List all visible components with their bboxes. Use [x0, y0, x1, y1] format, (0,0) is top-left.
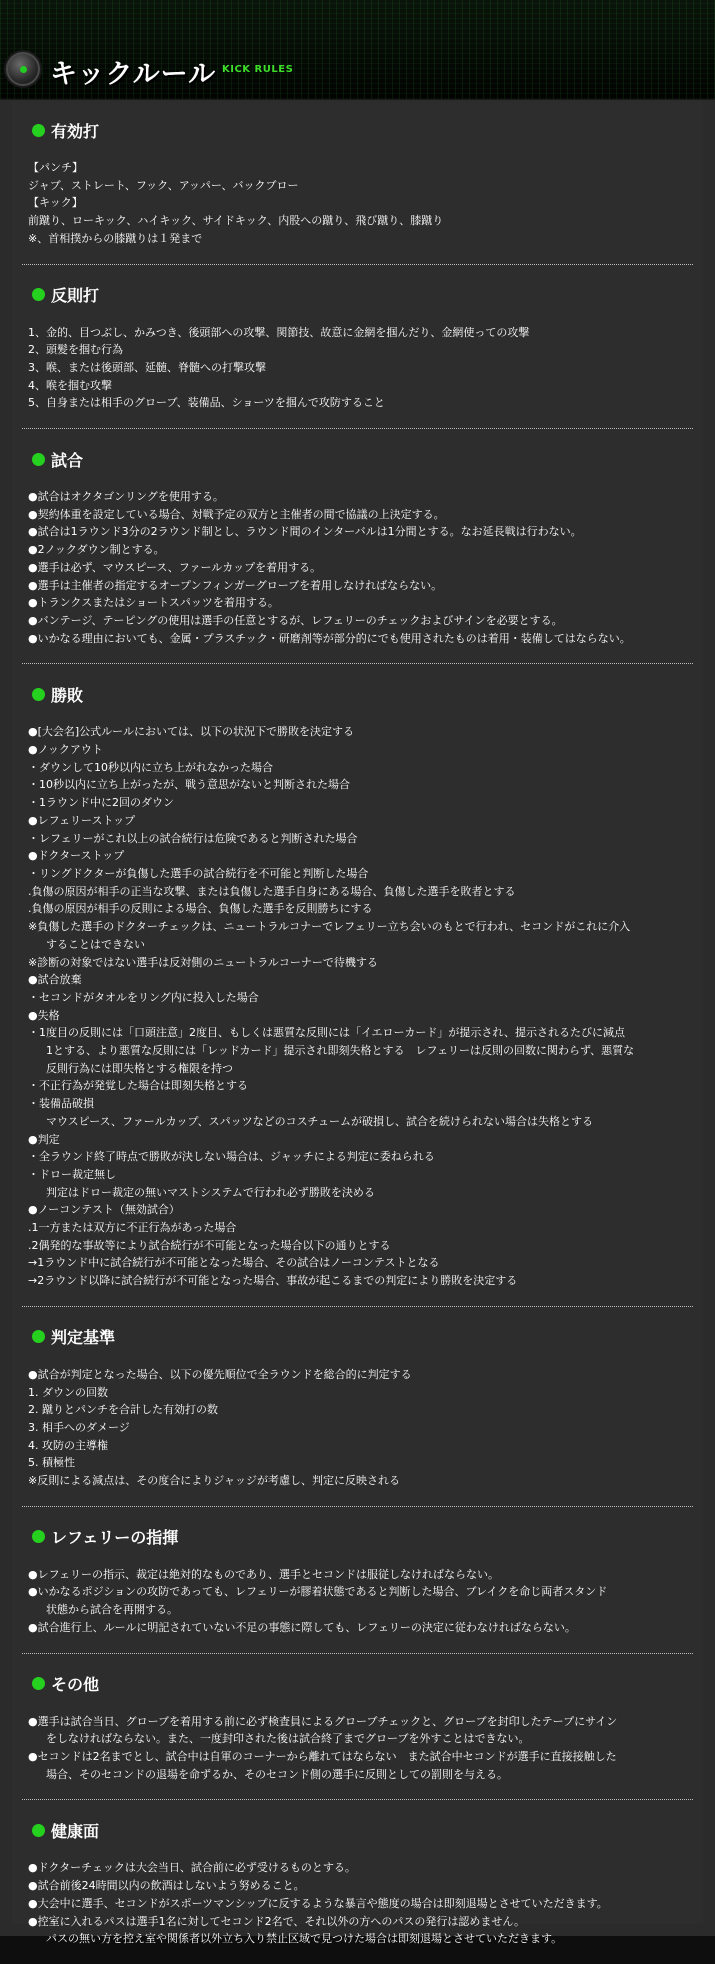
rule-line: 判定はドロー裁定の無いマストシステムで行われ必ず勝敗を決める	[46, 1185, 375, 1199]
bullet-circle-icon	[32, 1824, 45, 1837]
bullet-circle-icon	[32, 1530, 45, 1543]
emblem-icon	[6, 52, 40, 86]
rule-line: 3、喉、または後頭部、延髄、脊髄への打撃攻撃	[28, 360, 266, 374]
rule-section	[22, 1673, 693, 1801]
rule-line: ●試合前後24時間以内の飲酒はしないよう努めること。	[28, 1879, 305, 1893]
rule-line: ●契約体重を設定している場合、対戦予定の双方と主催者の間で協議の上決定する。	[28, 507, 445, 521]
rule-line: ・1ラウンド中に2回のダウン	[28, 796, 174, 810]
section-title: 有効打	[51, 121, 100, 141]
rule-line: 前蹴り、ローキック、ハイキック、サイドキック、内股への蹴り、飛び蹴り、膝蹴り	[28, 214, 444, 228]
rule-line: ・ダウンして10秒以内に立ち上がれなかった場合	[28, 760, 273, 774]
rule-line: .2偶発的な事故等により試合続行が不可能となった場合以下の通りとする	[28, 1238, 391, 1252]
rule-line: 状態から試合を再開する。	[46, 1603, 178, 1617]
rule-line: ●試合はオクタゴンリングを使用する。	[28, 490, 224, 504]
header-banner	[0, 0, 715, 100]
section-heading	[22, 683, 693, 705]
rule-section	[22, 284, 693, 430]
rule-line: をしなければならない。また、一度封印された後は試合終了までグローブを外すことはできない。	[46, 1732, 530, 1746]
rule-line: 【キック】	[28, 196, 83, 210]
rule-line: 4. 攻防の主導権	[28, 1438, 108, 1452]
rule-line: 2、頭髪を掴む行為	[28, 343, 123, 357]
rule-line: →2ラウンド以降に試合続行が不可能となった場合、事故が起こるまでの判定により勝敗を決定する	[28, 1274, 518, 1288]
rule-line: 場合、そのセコンドの退場を命ずるか、そのセコンド側の選手に反則としての罰則を与える。	[46, 1767, 508, 1781]
rule-line: ・不正行為が発覚した場合は即刻失格とする	[28, 1079, 248, 1093]
section-heading	[22, 119, 693, 141]
rule-line: ●選手は必ず、マウスピース、ファールカップを着用する。	[28, 560, 322, 574]
rule-line: ●試合進行上、ルールに明記されていない不足の事態に際しても、レフェリーの決定に従わなければならない。	[28, 1620, 576, 1634]
rule-line: ※負傷した選手のドクターチェックは、ニュートラルコナーでレフェリー立ち会いのもとで行われ、セコンドがこれに介入	[28, 920, 631, 934]
rule-line: 1とする、より悪質な反則には「レッドカード」提示され即刻失格とする レフェリーは反則の回数に関わらず、悪質な	[46, 1044, 635, 1058]
rule-line: ●試合が判定となった場合、以下の優先順位で全ラウンドを総合的に判定する	[28, 1367, 412, 1381]
rule-line: ●試合は1ラウンド3分の2ラウンド制とし、ラウンド間のインターバルは1分間とする。なお延長戦は行わない。	[28, 525, 582, 539]
rule-line: ※反則による減点は、その度合によりジャッジが考慮し、判定に反映される	[28, 1474, 400, 1488]
rule-line: ・リングドクターが負傷した選手の試合続行を不可能と判断した場合	[28, 866, 369, 880]
section-title: 健康面	[51, 1821, 100, 1841]
rule-line: 5、自身または相手のグローブ、装備品、ショーツを掴んで攻防すること	[28, 396, 385, 410]
section-heading	[22, 1819, 693, 1841]
rule-line: 3. 相手へのダメージ	[28, 1420, 130, 1434]
section-title: レフェリーの指揮	[51, 1528, 179, 1548]
rule-line: ●ドクターストップ	[28, 849, 125, 863]
rule-line: 1. ダウンの回数	[28, 1385, 108, 1399]
rule-line: ●ノックアウト	[28, 743, 103, 757]
rule-line: ・1度目の反則には「口頭注意」2度目、もしくは悪質な反則には「イエローカード」が提示され、提示されるたびに減点	[28, 1026, 625, 1040]
bullet-circle-icon	[32, 288, 45, 301]
section-heading	[22, 1526, 693, 1548]
rule-line: パスの無い方を控え室や関係者以外立ち入り禁止区域で見つけた場合は即刻退場とさせていただきます。	[46, 1932, 563, 1946]
section-heading	[22, 1326, 693, 1348]
rule-line: ※診断の対象ではない選手は反対側のニュートラルコーナーで待機する	[28, 955, 378, 969]
rule-line: ジャブ、ストレート、フック、アッパー、バックブロー	[28, 178, 299, 192]
bullet-circle-icon	[32, 1330, 45, 1343]
rule-line: ●いかなるポジションの攻防であっても、レフェリーが膠着状態であると判断した場合、ブレイクを命じ両者スタンド	[28, 1585, 608, 1599]
rule-line: ・セコンドがタオルをリング内に投入した場合	[28, 990, 259, 1004]
rule-line: ※、首相撲からの膝蹴りは１発まで	[28, 231, 203, 245]
rule-line: 4、喉を掴む攻撃	[28, 378, 112, 392]
rule-line: 5. 積極性	[28, 1456, 75, 1470]
section-title: 判定基準	[51, 1328, 116, 1348]
rule-line: ●[大会名]公式ルールにおいては、以下の状況下で勝敗を決定する	[28, 725, 354, 739]
rule-line: マウスピース、ファールカップ、スパッツなどのコスチュームが破損し、試合を続けられない場合は失格とする	[46, 1114, 594, 1128]
section-title: 反則打	[51, 286, 100, 306]
rule-line: ・全ラウンド終了時点で勝敗が決しない場合は、ジャッチによる判定に委ねられる	[28, 1150, 435, 1164]
rules-content	[12, 101, 703, 1946]
rule-line: ・レフェリーがこれ以上の試合続行は危険であると判断された場合	[28, 831, 358, 845]
rule-line: することはできない	[46, 937, 145, 951]
rule-line: 2. 蹴りとパンチを合計した有効打の数	[28, 1403, 218, 1417]
section-heading	[22, 284, 693, 306]
rule-line: ●いかなる理由においても、金属・プラスチック・研磨剤等が部分的にでも使用されたものは着用・装備してはならない。	[28, 631, 631, 645]
section-heading	[22, 1673, 693, 1695]
rule-section	[22, 119, 693, 265]
rule-section	[22, 448, 693, 664]
section-title: その他	[51, 1675, 100, 1695]
emblem-dot-icon	[20, 66, 27, 73]
bullet-circle-icon	[32, 688, 45, 701]
rule-line: .負傷の原因が相手の反則による場合、負傷した選手を反則勝ちにする	[28, 902, 373, 916]
rule-line: 1、金的、目つぶし、かみつき、後頭部への攻撃、関節技、故意に金網を掴んだり、金網使っての攻撃	[28, 325, 530, 339]
page-subtitle: KICK RULES	[222, 64, 294, 75]
rule-section	[22, 1526, 693, 1654]
rule-line: .1一方または双方に不正行為があった場合	[28, 1221, 237, 1235]
section-title: 試合	[51, 450, 84, 470]
rule-line: ●セコンドは2名までとし、試合中は自軍のコーナーから離れてはならない また試合中セコンドが選手に直接接触した	[28, 1750, 617, 1763]
rule-section	[22, 1326, 693, 1507]
rule-line: 反則行為には即失格とする権限を持つ	[46, 1061, 233, 1075]
rule-line: ●レフェリーストップ	[28, 813, 136, 827]
rule-line: ●選手は主催者の指定するオープンフィンガーグローブを着用しなければならない。	[28, 578, 443, 592]
rule-line: ●バンテージ、テーピングの使用は選手の任意とするが、レフェリーのチェックおよびサインを必要とする。	[28, 613, 563, 627]
bullet-circle-icon	[32, 1677, 45, 1690]
rule-line: ●トランクスまたはショートスパッツを着用する。	[28, 596, 279, 610]
section-heading	[22, 448, 693, 470]
bullet-circle-icon	[32, 124, 45, 137]
rule-line: ●2ノックダウン制とする。	[28, 543, 165, 557]
page-title: キックルール	[50, 59, 217, 90]
rule-line: ・10秒以内に立ち上がったが、戦う意思がないと判断された場合	[28, 778, 350, 792]
rule-line: ●大会中に選手、セコンドがスポーツマンシップに反するような暴言や態度の場合は即刻退場とさせていただきます。	[28, 1896, 608, 1910]
rule-line: ●ドクターチェックは大会当日、試合前に必ず受けるものとする。	[28, 1861, 356, 1875]
rule-line: ●控室に入れるパスは選手1名に対してセコンド2名で、それ以外の方へのパスの発行は認めません。	[28, 1914, 526, 1928]
section-title: 勝敗	[51, 685, 84, 705]
rule-section	[22, 1819, 693, 1964]
rule-line: ●レフェリーの指示、裁定は絶対的なものであり、選手とセコンドは服従しなければならない。	[28, 1567, 500, 1581]
rule-line: .負傷の原因が相手の正当な攻撃、または負傷した選手自身にある場合、負傷した選手を敗者とする	[28, 884, 516, 898]
rule-line: ●試合放棄	[28, 973, 82, 987]
rule-section	[22, 683, 693, 1307]
bullet-circle-icon	[32, 453, 45, 466]
rule-line: ●失格	[28, 1008, 60, 1022]
rule-line: ●選手は試合当日、グローブを着用する前に必ず検査員によるグローブチェックと、グローブを封印したテープにサイン	[28, 1714, 618, 1728]
rule-line: ・装備品破損	[28, 1097, 94, 1111]
rule-line: →1ラウンド中に試合続行が不可能となった場合、その試合はノーコンテストとなる	[28, 1256, 440, 1270]
rule-line: 【パンチ】	[28, 161, 83, 174]
rule-line: ●ノーコンテスト（無効試合）	[28, 1203, 180, 1217]
rule-line: ・ドロー裁定無し	[28, 1167, 116, 1181]
rule-line: ●判定	[28, 1132, 60, 1146]
